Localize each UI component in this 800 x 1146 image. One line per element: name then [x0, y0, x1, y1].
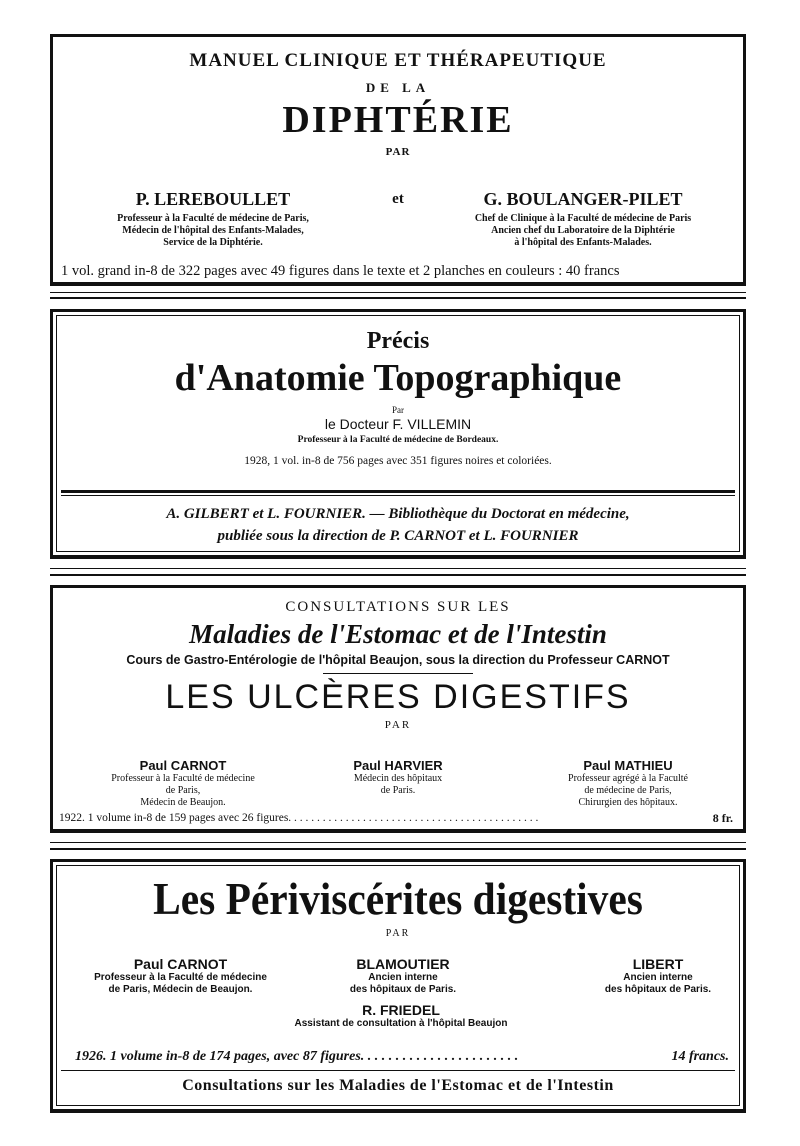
- ad1-title: DIPHTÉRIE: [282, 99, 514, 141]
- ad3-footer-text: 1922. 1 volume in-8 de 159 pages avec 26 figures. . . . . . . . . . . . . . . . . . . . . . . . . . . . . . . . . . . . . . . . . . . .: [59, 812, 539, 824]
- ad2-rule-thin: [61, 495, 735, 496]
- separator: [50, 842, 746, 843]
- ad-periviscerites: [50, 859, 746, 1113]
- ad3-desc-line: Professeur à la Faculté de médecine: [111, 773, 255, 784]
- ad3-par: PAR: [384, 719, 412, 731]
- ad4-author-name: BLAMOUTIER: [356, 956, 450, 972]
- ad1-author-right: G. BOULANGER-PILET: [483, 189, 683, 209]
- ad4-author-desc: [578, 972, 738, 996]
- ad3-desc-line: Chirurgien des hôpitaux.: [578, 797, 678, 808]
- ad1-right-desc-line: Chef de Clinique à la Faculté de médecine de Paris: [474, 213, 692, 224]
- ad2-rule: [61, 490, 735, 493]
- ad1-right-desc-line: Ancien chef du Laboratoire de la Diphtérie: [491, 225, 675, 236]
- ad1-left-desc-line: Service de la Diphtérie.: [163, 237, 263, 248]
- ad3-desc-line: Médecin de Beaujon.: [140, 797, 226, 808]
- separator: [50, 574, 746, 576]
- ad3-desc-line: de Paris.: [380, 785, 416, 796]
- separator: [50, 297, 746, 299]
- ad3-author-desc: [308, 773, 488, 797]
- ad3-author-name: Paul MATHIEU: [583, 758, 673, 773]
- ad3-author-desc: [83, 773, 283, 809]
- ad1-right-desc: [428, 213, 738, 249]
- ad4-title: Les Périviscérites digestives: [153, 873, 643, 924]
- ad2-author: le Docteur F. VILLEMIN: [324, 416, 472, 432]
- ad4-author-desc: [73, 972, 288, 996]
- ad3-author-1: [83, 758, 283, 809]
- ad3-author-2: [308, 758, 488, 797]
- ad4-author-4: [233, 1002, 569, 1030]
- ad4-footer-text: 1926. 1 volume in-8 de 174 pages, avec 87 figures. . . . . . . . . . . . . . . . . . . . . . .: [75, 1049, 519, 1064]
- ad4-desc-line: Professeur à la Faculté de médecine: [94, 972, 267, 983]
- separator: [50, 848, 746, 850]
- ad2-series-line1: A. GILBERT et L. FOURNIER. — Bibliothèque du Doctorat en médecine,: [166, 506, 630, 522]
- ad3-author-name: Paul HARVIER: [353, 758, 443, 773]
- ad3-author-desc: [533, 773, 723, 809]
- ad3-line3: Cours de Gastro-Entérologie de l'hôpital Beaujon, sous la direction du Professeur CARNOT: [126, 653, 670, 667]
- ad4-desc-line: de Paris, Médecin de Beaujon.: [108, 984, 253, 995]
- ad4-par: PAR: [385, 928, 411, 939]
- ad1-line2: DE LA: [365, 80, 431, 95]
- ad3-footer-price: 8 fr.: [709, 811, 733, 826]
- ad4-author-name: R. FRIEDEL: [362, 1002, 440, 1018]
- ad2-volume: 1928, 1 vol. in-8 de 756 pages avec 351 figures noires et coloriées.: [244, 455, 552, 467]
- ad3-author-name: Paul CARNOT: [139, 758, 227, 773]
- ad4-author-name: Paul CARNOT: [133, 956, 228, 972]
- ad1-left-desc-line: Médecin de l'hôpital des Enfants-Malades,: [122, 225, 304, 236]
- ad3-author-3: [533, 758, 723, 809]
- ad4-desc-line: des hôpitaux de Paris.: [349, 984, 457, 995]
- ad1-footer: 1 vol. grand in-8 de 322 pages avec 49 figures dans le texte et 2 planches en couleurs : 40 francs: [61, 263, 620, 279]
- ad2-series-line2: publiée sous la direction de P. CARNOT et L. FOURNIER: [217, 528, 579, 544]
- ad1-line1: MANUEL CLINIQUE ET THÉRAPEUTIQUE: [189, 50, 607, 71]
- ad4-desc-line: Ancien interne: [623, 972, 693, 983]
- ad-anatomie: [50, 309, 746, 559]
- ad4-series: Consultations sur les Maladies de l'Estomac et de l'Intestin: [182, 1077, 614, 1094]
- ad4-rule: [61, 1070, 735, 1071]
- ad4-author-1: [73, 956, 288, 996]
- ad4-author-name: LIBERT: [632, 956, 684, 972]
- separator: [50, 292, 746, 293]
- ad4-author-desc: Assistant de consultation à l'hôpital Beaujon: [294, 1018, 508, 1029]
- ad4-author-desc: [323, 972, 483, 996]
- ad4-footer: [75, 1049, 643, 1065]
- ad4-author-3: [578, 956, 738, 996]
- ad2-desc: Professeur à la Faculté de médecine de Bordeaux.: [297, 435, 499, 445]
- ad4-author-2: [323, 956, 483, 996]
- ad1-right-desc-line: à l'hôpital des Enfants-Malades.: [514, 237, 652, 248]
- ad1-par: PAR: [385, 146, 411, 158]
- ad-ulceres: [50, 585, 746, 833]
- ad4-desc-line: Ancien interne: [368, 972, 438, 983]
- ad2-precis: Précis: [366, 328, 430, 354]
- ad2-par: Par: [392, 405, 404, 415]
- ad1-left-desc-line: Professeur à la Faculté de médecine de Paris,: [117, 213, 309, 224]
- ad3-desc-line: de Paris,: [165, 785, 201, 796]
- ad1-et: et: [392, 191, 404, 207]
- ad1-left-desc: [93, 213, 333, 249]
- ad3-footer: [59, 812, 735, 824]
- ad3-desc-line: de médecine de Paris,: [584, 785, 672, 796]
- ad4-footer-price: 14 francs.: [671, 1049, 729, 1064]
- ad4-desc-line: des hôpitaux de Paris.: [604, 984, 712, 995]
- ad-diphterie: [50, 34, 746, 286]
- separator: [50, 568, 746, 569]
- ad1-author-left: P. LEREBOULLET: [135, 189, 291, 209]
- ad3-line2: Maladies de l'Estomac et de l'Intestin: [189, 619, 607, 649]
- ad3-desc-line: Médecin des hôpitaux: [353, 773, 443, 784]
- ad3-title: LES ULCÈRES DIGESTIFS: [165, 678, 631, 716]
- ad2-title: d'Anatomie Topographique: [174, 357, 622, 399]
- ad3-line1: CONSULTATIONS SUR LES: [285, 599, 511, 615]
- ad3-short-rule: [323, 673, 473, 674]
- ad3-desc-line: Professeur agrégé à la Faculté: [568, 773, 688, 784]
